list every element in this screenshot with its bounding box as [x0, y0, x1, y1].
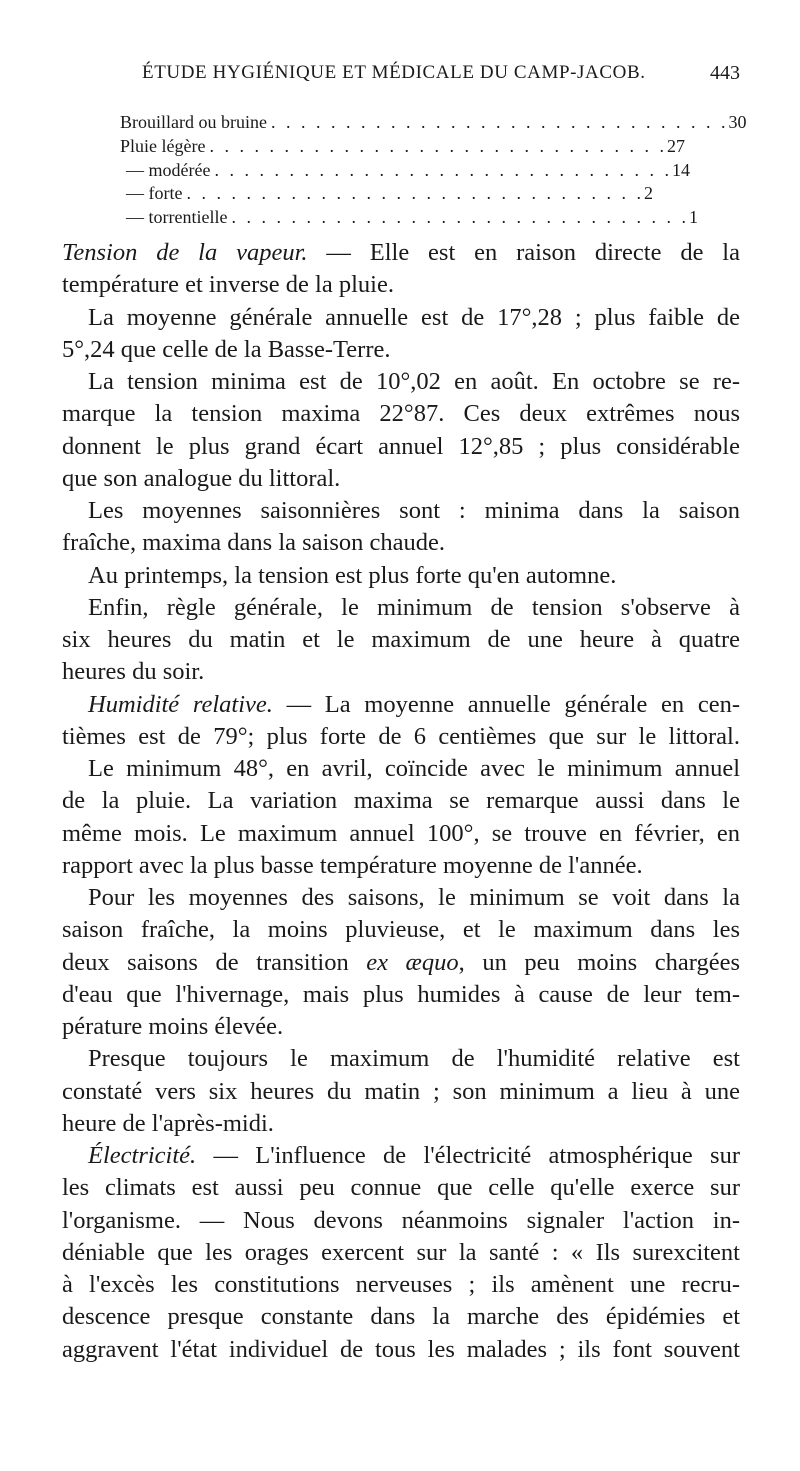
table-leader-dots: . . . . . . . . . . . . . . . . . . . . . . . . . . . . . . . [270, 112, 729, 132]
running-head-title: ÉTUDE HYGIÉNIQUE ET MÉDICALE DU CAMP-JACOB. [142, 62, 646, 83]
table-row-value: 30 [728, 112, 747, 132]
table-row [120, 183, 653, 207]
table-leader-dots: . . . . . . . . . . . . . . . . . . . . . . . . . . . . . . . [231, 207, 689, 228]
text-line: Presque toujours le maximum de l'humidité relative est [88, 1045, 740, 1073]
text-line: même mois. Le maximum annuel 100°, se trouve en février, en [62, 819, 740, 847]
text-segment: , un peu moins chargées [458, 948, 740, 976]
text-line: que son analogue du littoral. [62, 464, 341, 492]
page-number: 443 [710, 62, 740, 84]
text-line-rest: — Elle est en raison directe de la [307, 239, 740, 266]
body-text [62, 237, 740, 1366]
text-line: descence presque constante dans la marche des épidémies et [62, 1303, 740, 1331]
text-line-rest: — La moyenne annuelle générale en cen- [272, 690, 740, 718]
text-line: heure de l'après-midi. [62, 1109, 274, 1137]
text-line [62, 237, 740, 269]
text-line: Les moyennes saisonnières sont : minima dans la saison [88, 497, 740, 524]
text-line: les climats est aussi peu connue que celle qu'elle exerce sur [62, 1174, 740, 1202]
text-line: Au printemps, la tension est plus forte qu'en automne. [88, 561, 617, 589]
precipitation-table [120, 112, 747, 231]
text-line: de la pluie. La variation maxima se remarque aussi dans le [62, 787, 740, 815]
section-heading-humidite: Humidité relative. [88, 690, 273, 718]
text-line: Le minimum 48°, en avril, coïncide avec le minimum annuel [88, 755, 740, 782]
text-line: 5°,24 que celle de la Basse-Terre. [62, 335, 391, 363]
section-heading-electricite: Électricité. [88, 1142, 197, 1169]
text-line-rest: — L'influence de l'électricité atmosphérique sur [196, 1142, 740, 1169]
table-leader-dots: . . . . . . . . . . . . . . . . . . . . . . . . . . . . . . . [214, 159, 672, 180]
table-row [120, 135, 685, 160]
text-line: constaté vers six heures du matin ; son minimum a lieu à une [62, 1077, 740, 1105]
latin-phrase: ex æquo [366, 948, 459, 976]
table-row-value: 14 [671, 159, 690, 180]
table-row-label: — torrentielle [126, 207, 228, 228]
table-row-label: Brouillard ou bruine [120, 112, 267, 132]
text-line: six heures du matin et le maximum de une heure à quatre [62, 626, 740, 653]
text-line [62, 1140, 740, 1172]
text-line [62, 947, 740, 979]
text-line: La moyenne générale annuelle est de 17°,28 ; plus faible de [88, 303, 740, 331]
text-segment: deux saisons de transition [62, 948, 367, 976]
text-line: l'organisme. — Nous devons néanmoins signaler l'action in- [62, 1206, 740, 1234]
table-row [120, 159, 690, 184]
table-row-label: Pluie légère [120, 135, 206, 156]
text-line: fraîche, maxima dans la saison chaude. [62, 529, 446, 557]
text-line: saison fraîche, la moins pluvieuse, et le maximum dans les [62, 916, 740, 944]
running-head [60, 62, 740, 92]
text-line: Enfin, règle générale, le minimum de tension s'observe à [88, 593, 740, 621]
table-row-value: 27 [666, 135, 685, 156]
text-line: rapport avec la plus basse température moyenne de l'année. [62, 851, 643, 879]
text-line [62, 689, 740, 721]
text-line: marque la tension maxima 22°87. Ces deux extrêmes nous [62, 400, 740, 428]
table-leader-dots: . . . . . . . . . . . . . . . . . . . . . . . . . . . . . . . [186, 183, 644, 204]
table-row-value: 2 [643, 183, 653, 204]
table-row-label: — modérée [126, 159, 211, 180]
text-line: donnent le plus grand écart annuel 12°,85 ; plus considérable [62, 432, 740, 460]
table-row-value: 1 [688, 207, 698, 228]
text-line: heures du soir. [62, 658, 205, 686]
section-heading-tension: Tension de la vapeur. [62, 239, 308, 266]
text-line: pérature moins élevée. [62, 1013, 284, 1040]
text-line: à l'excès les constitutions nerveuses ; ils amènent une recru- [62, 1271, 740, 1298]
text-line: Pour les moyennes des saisons, le minimum se voit dans la [88, 884, 740, 911]
text-line: déniable que les orages exercent sur la santé : « Ils surexcitent [62, 1238, 740, 1266]
table-row-label: — forte [126, 183, 183, 204]
text-line: tièmes est de 79°; plus forte de 6 centièmes que sur le littoral. [62, 722, 740, 750]
table-row [120, 112, 747, 136]
table-leader-dots: . . . . . . . . . . . . . . . . . . . . . . . . . . . . . . . [209, 135, 667, 156]
text-line: La tension minima est de 10°,02 en août. En octobre se re- [88, 368, 740, 395]
table-row [120, 207, 698, 231]
text-line: d'eau que l'hivernage, mais plus humides à cause de leur tem- [62, 980, 740, 1008]
text-line: aggravent l'état individuel de tous les malades ; ils font souvent [62, 1335, 740, 1363]
text-line: température et inverse de la pluie. [62, 271, 394, 299]
